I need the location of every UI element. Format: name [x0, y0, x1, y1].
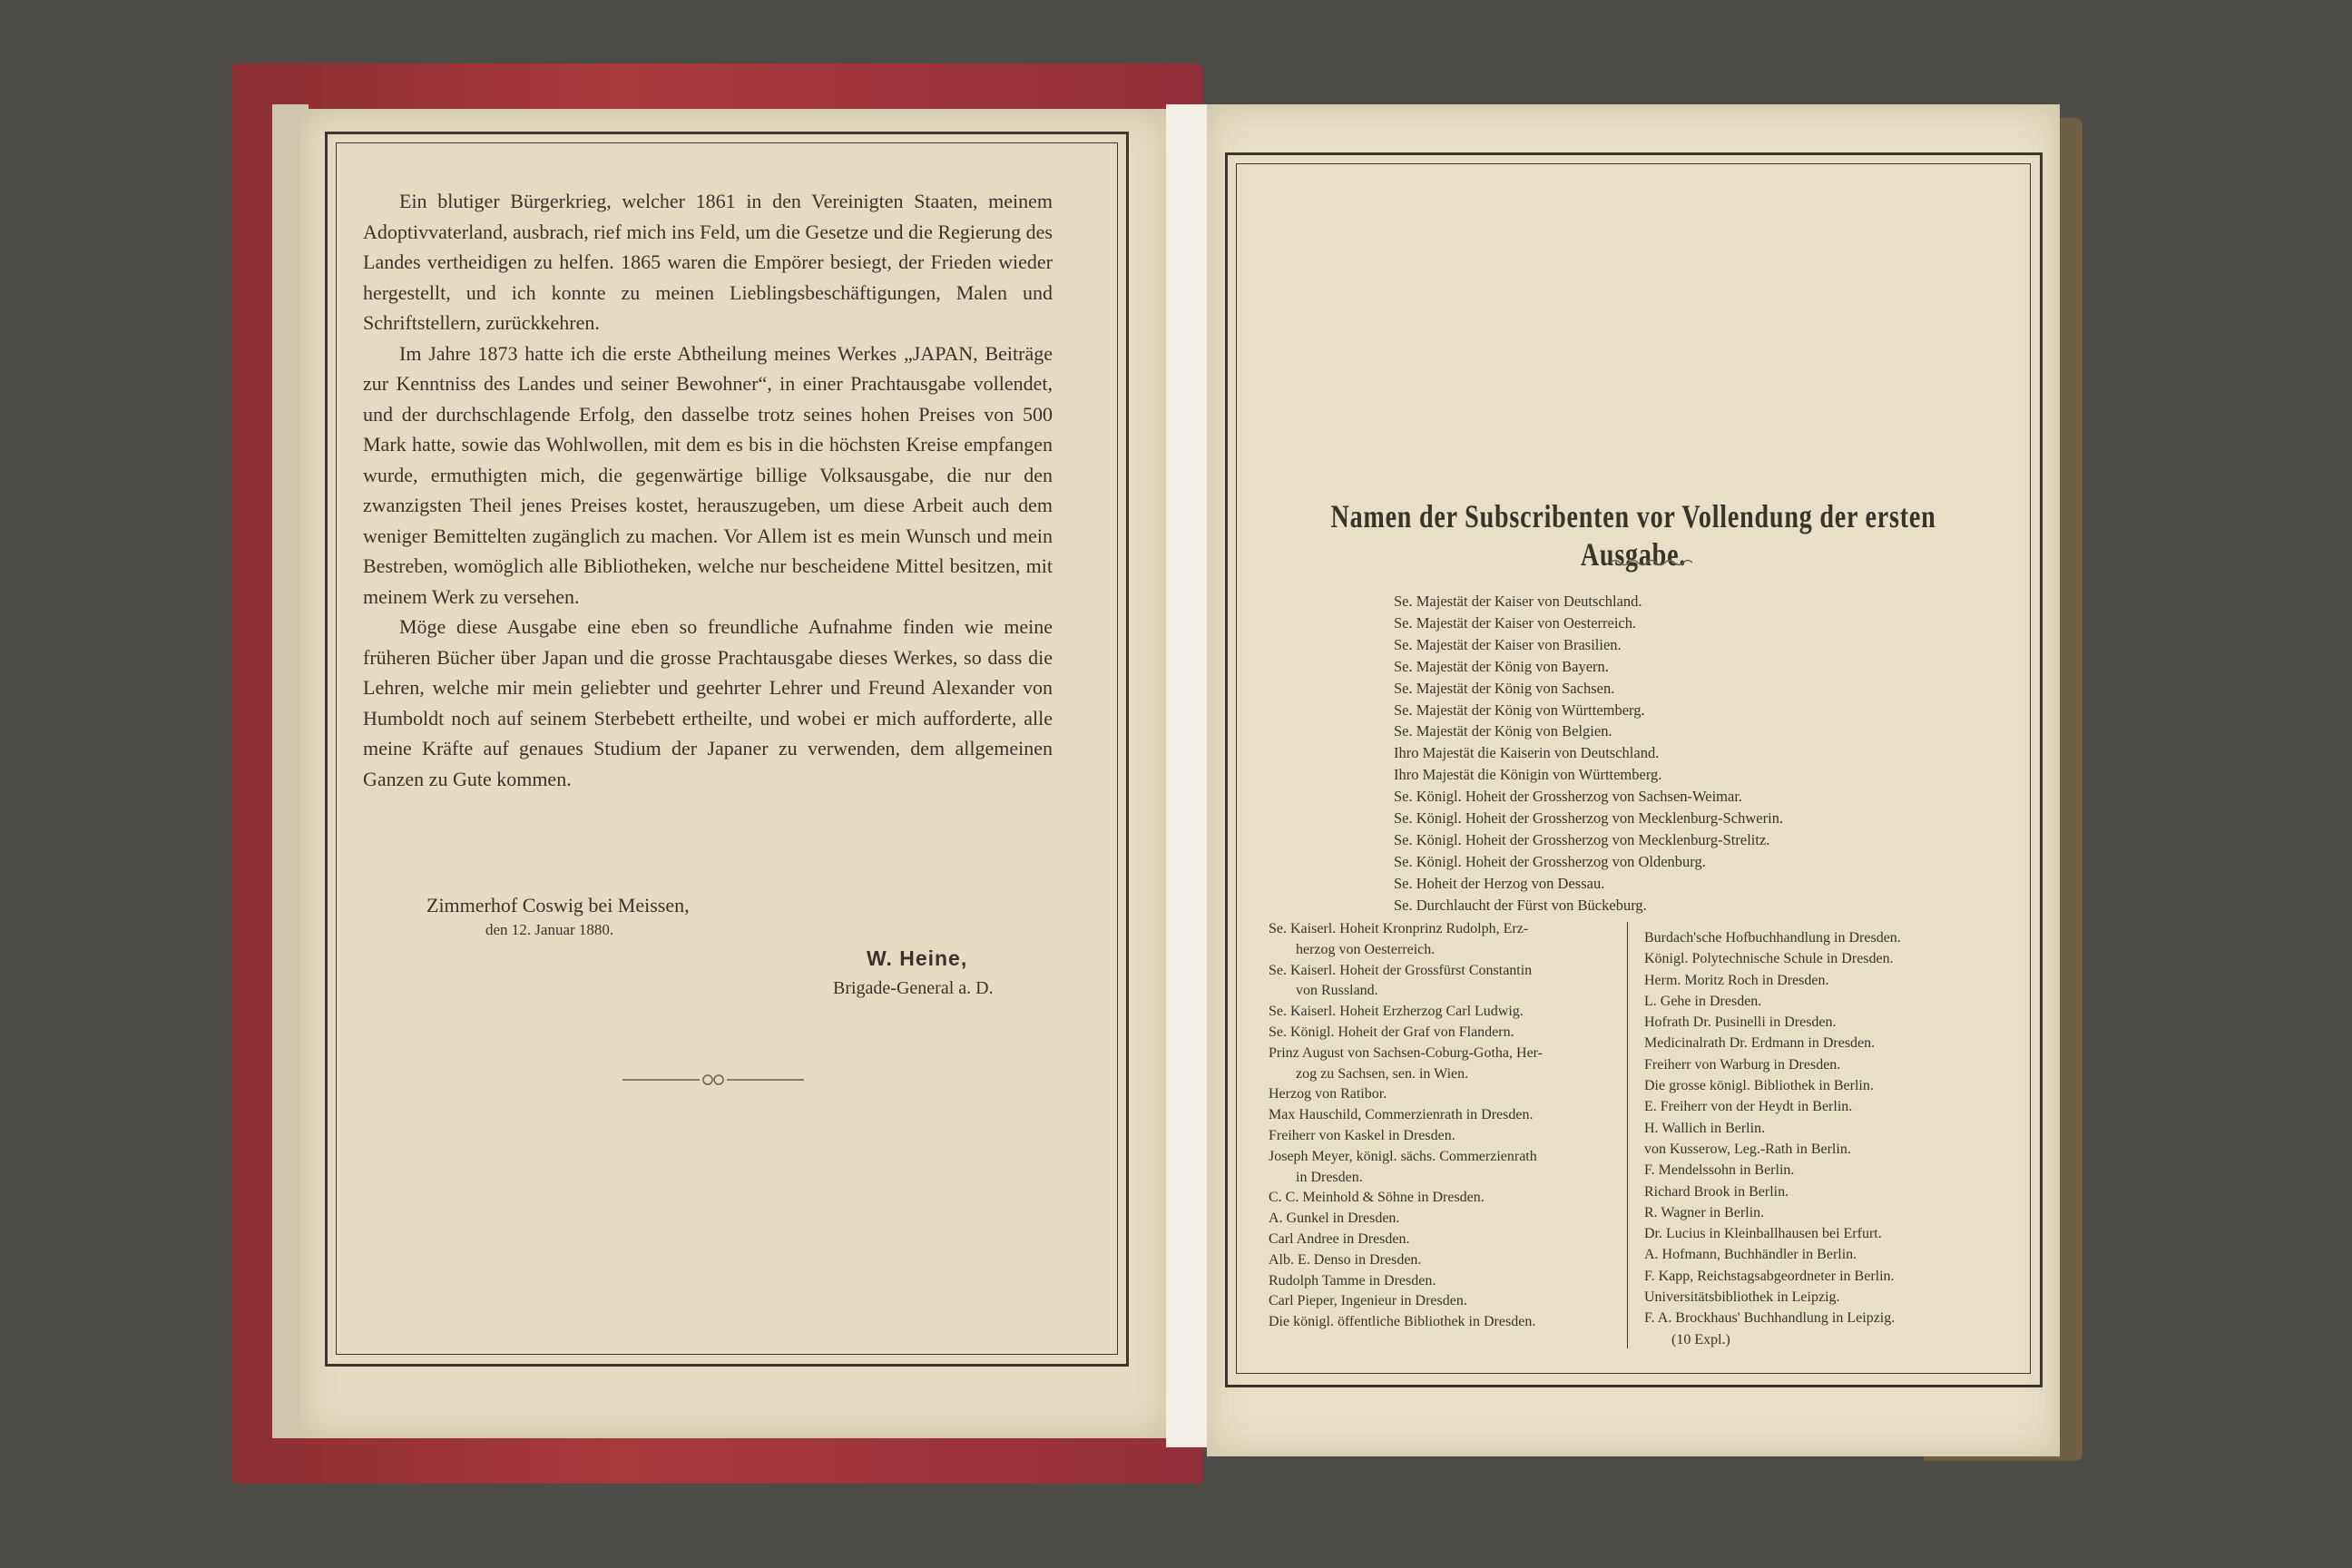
- list-item: Herzog von Ratibor.: [1269, 1086, 1387, 1102]
- list-item: Carl Pieper, Ingenieur in Dresden.: [1269, 1293, 1467, 1309]
- list-item: Se. Königl. Hoheit der Graf von Flandern.: [1269, 1024, 1514, 1040]
- list-item: Freiherr von Kaskel in Dresden.: [1269, 1127, 1455, 1143]
- book-gutter: [1166, 104, 1207, 1447]
- list-item: Se. Durchlaucht der Fürst von Bückeburg.: [1394, 896, 1647, 914]
- list-item: E. Freiherr von der Heydt in Berlin.: [1644, 1099, 1853, 1115]
- list-item: zog zu Sachsen, sen. in Wien.: [1296, 1065, 1469, 1082]
- list-item: Burdach'sche Hofbuchhandlung in Dresden.: [1644, 930, 1901, 946]
- list-item: A. Gunkel in Dresden.: [1269, 1210, 1400, 1227]
- list-item: Königl. Polytechnische Schule in Dresden.: [1644, 951, 1894, 967]
- list-item: herzog von Oesterreich.: [1296, 941, 1436, 957]
- list-item: Die königl. öffentliche Bibliothek in Dresden.: [1269, 1314, 1536, 1330]
- list-item: Se. Hoheit der Herzog von Dessau.: [1394, 874, 1605, 892]
- list-item: Se. Kaiserl. Hoheit Kronprinz Rudolph, Erz-: [1269, 921, 1529, 936]
- list-item: Die grosse königl. Bibliothek in Berlin.: [1644, 1078, 1874, 1094]
- list-item: Ihro Majestät die Kaiserin von Deutschland.: [1394, 744, 1660, 762]
- list-item: Se. Majestät der König von Belgien.: [1394, 722, 1612, 740]
- list-item: Se. Majestät der König von Württemberg.: [1394, 701, 1645, 719]
- list-item: von Russland.: [1296, 983, 1378, 999]
- squiggle-ornament: [1611, 557, 1692, 568]
- signature-date: den 12. Januar 1880.: [485, 921, 614, 938]
- list-item: Se. Kaiserl. Hoheit Erzherzog Carl Ludwig.: [1269, 1004, 1524, 1020]
- list-item: Richard Brook in Berlin.: [1644, 1183, 1789, 1200]
- list-item: L. Gehe in Dresden.: [1644, 993, 1762, 1009]
- list-item: H. Wallich in Berlin.: [1644, 1120, 1766, 1136]
- list-item: Se. Königl. Hoheit der Grossherzog von Mecklenburg-Strelitz.: [1394, 830, 1770, 848]
- list-item: Rudolph Tamme in Dresden.: [1269, 1272, 1436, 1289]
- list-item: Se. Majestät der Kaiser von Oesterreich.: [1394, 613, 1637, 632]
- subscribers-heading: Namen der Subscribenten vor Vollendung der ersten Ausgabe.: [1330, 498, 1936, 573]
- list-item: Se. Königl. Hoheit der Grossherzog von Sachsen-Weimar.: [1394, 788, 1743, 806]
- list-item: C. C. Meinhold & Söhne in Dresden.: [1269, 1190, 1485, 1206]
- preface-paragraph: Möge diese Ausgabe eine eben so freundliche Aufnahme finden wie meine früheren Bücher über Japan und die grosse Prachtausgabe dieses Werkes, so dass die Lehren, welche mir mein geliebter und geehrter Lehrer und Freund Alexander von Humboldt noch auf seinem Sterbebett ertheilte, und wobei er mich aufforderte, alle meine Kräfte auf genaues Studium der Japaner zu verwenden, dem allgemeinen Ganzen zu Gute kommen.: [363, 615, 1053, 790]
- list-item: (10 Expl.): [1671, 1331, 1730, 1348]
- subscribers-left-column: [1269, 919, 1632, 1333]
- list-item: Ihro Majestät die Königin von Württemberg.: [1394, 766, 1662, 784]
- list-item: Carl Andree in Dresden.: [1269, 1230, 1410, 1247]
- list-item: Herm. Moritz Roch in Dresden.: [1644, 972, 1829, 988]
- list-item: Se. Königl. Hoheit der Grossherzog von Oldenburg.: [1394, 852, 1706, 870]
- list-item: Medicinalrath Dr. Erdmann in Dresden.: [1644, 1035, 1876, 1052]
- list-item: Se. Majestät der Kaiser von Brasilien.: [1394, 635, 1622, 653]
- list-item: Joseph Meyer, königl. sächs. Commerzienrath: [1269, 1148, 1537, 1164]
- list-item: in Dresden.: [1296, 1169, 1363, 1185]
- list-item: von Kusserow, Leg.-Rath in Berlin.: [1644, 1141, 1851, 1157]
- list-item: Se. Majestät der König von Bayern.: [1394, 657, 1609, 675]
- list-item: F. Kapp, Reichstagsabgeordneter in Berlin.: [1644, 1268, 1895, 1284]
- ornament-divider: [622, 1071, 804, 1089]
- list-item: Universitätsbibliothek in Leipzig.: [1644, 1289, 1840, 1306]
- list-item: Hofrath Dr. Pusinelli in Dresden.: [1644, 1014, 1837, 1031]
- list-item: Max Hauschild, Commerzienrath in Dresden.: [1269, 1107, 1534, 1123]
- preface-text: [363, 186, 1053, 794]
- list-item: F. Mendelssohn in Berlin.: [1644, 1162, 1795, 1179]
- list-item: R. Wagner in Berlin.: [1644, 1204, 1765, 1220]
- signature-rank: Brigade-General a. D.: [833, 978, 994, 998]
- preface-paragraph: Im Jahre 1873 hatte ich die erste Abtheilung meines Werkes „JAPAN, Beiträge zur Kenntniss des Landes und seiner Bewohner“, in einer Prachtausgabe vollendet, und der durchschlagende Erfolg, den dasselbe trotz seines hohen Preises von 500 Mark hatte, sowie das Wohlwollen, mit dem es bis in die höchsten Kreise empfangen wurde, ermuthigten mich, die gegenwärtige billige Volksausgabe, die nur den zwanzigsten Theil jenes Preises kostet, herauszugeben, um diese Arbeit auch dem weniger Bemittelten zugänglich zu machen. Vor Allem ist es mein Wunsch und mein Bestreben, womöglich alle Bibliotheken, welche nur bescheidene Mittel besitzen, mit meinem Werk zu versehen.: [363, 341, 1053, 608]
- preface-paragraph: Ein blutiger Bürgerkrieg, welcher 1861 in den Vereinigten Staaten, meinem Adoptivvaterland, ausbrach, rief mich ins Feld, um die Gesetze und die Regierung des Landes vertheidigen zu helfen. 1865 waren die Empörer besiegt, der Frieden wieder hergestellt, und ich konnte zu meinen Lieblingsbeschäftigungen, Malen und Schriftstellern, zurückkehren.: [363, 190, 1053, 334]
- list-item: Freiherr von Warburg in Dresden.: [1644, 1056, 1841, 1073]
- royal-subscribers-list: [1394, 591, 1783, 916]
- list-item: Prinz August von Sachsen-Coburg-Gotha, Her-: [1269, 1044, 1544, 1061]
- list-item: Se. Kaiserl. Hoheit der Grossfürst Constantin: [1269, 962, 1533, 978]
- list-item: Alb. E. Denso in Dresden.: [1269, 1251, 1422, 1268]
- list-item: Se. Königl. Hoheit der Grossherzog von Mecklenburg-Schwerin.: [1394, 809, 1784, 828]
- signature-name: W. Heine,: [867, 946, 968, 970]
- list-item: Se. Majestät der König von Sachsen.: [1394, 679, 1615, 697]
- subscribers-right-column: [1644, 927, 2025, 1350]
- list-item: F. A. Brockhaus' Buchhandlung in Leipzig.: [1644, 1310, 1896, 1327]
- list-item: Dr. Lucius in Kleinballhausen bei Erfurt.: [1644, 1226, 1882, 1242]
- signature-place: Zimmerhof Coswig bei Meissen,: [426, 894, 690, 916]
- list-item: Se. Majestät der Kaiser von Deutschland.: [1394, 593, 1642, 610]
- list-item: A. Hofmann, Buchhändler in Berlin.: [1644, 1247, 1857, 1263]
